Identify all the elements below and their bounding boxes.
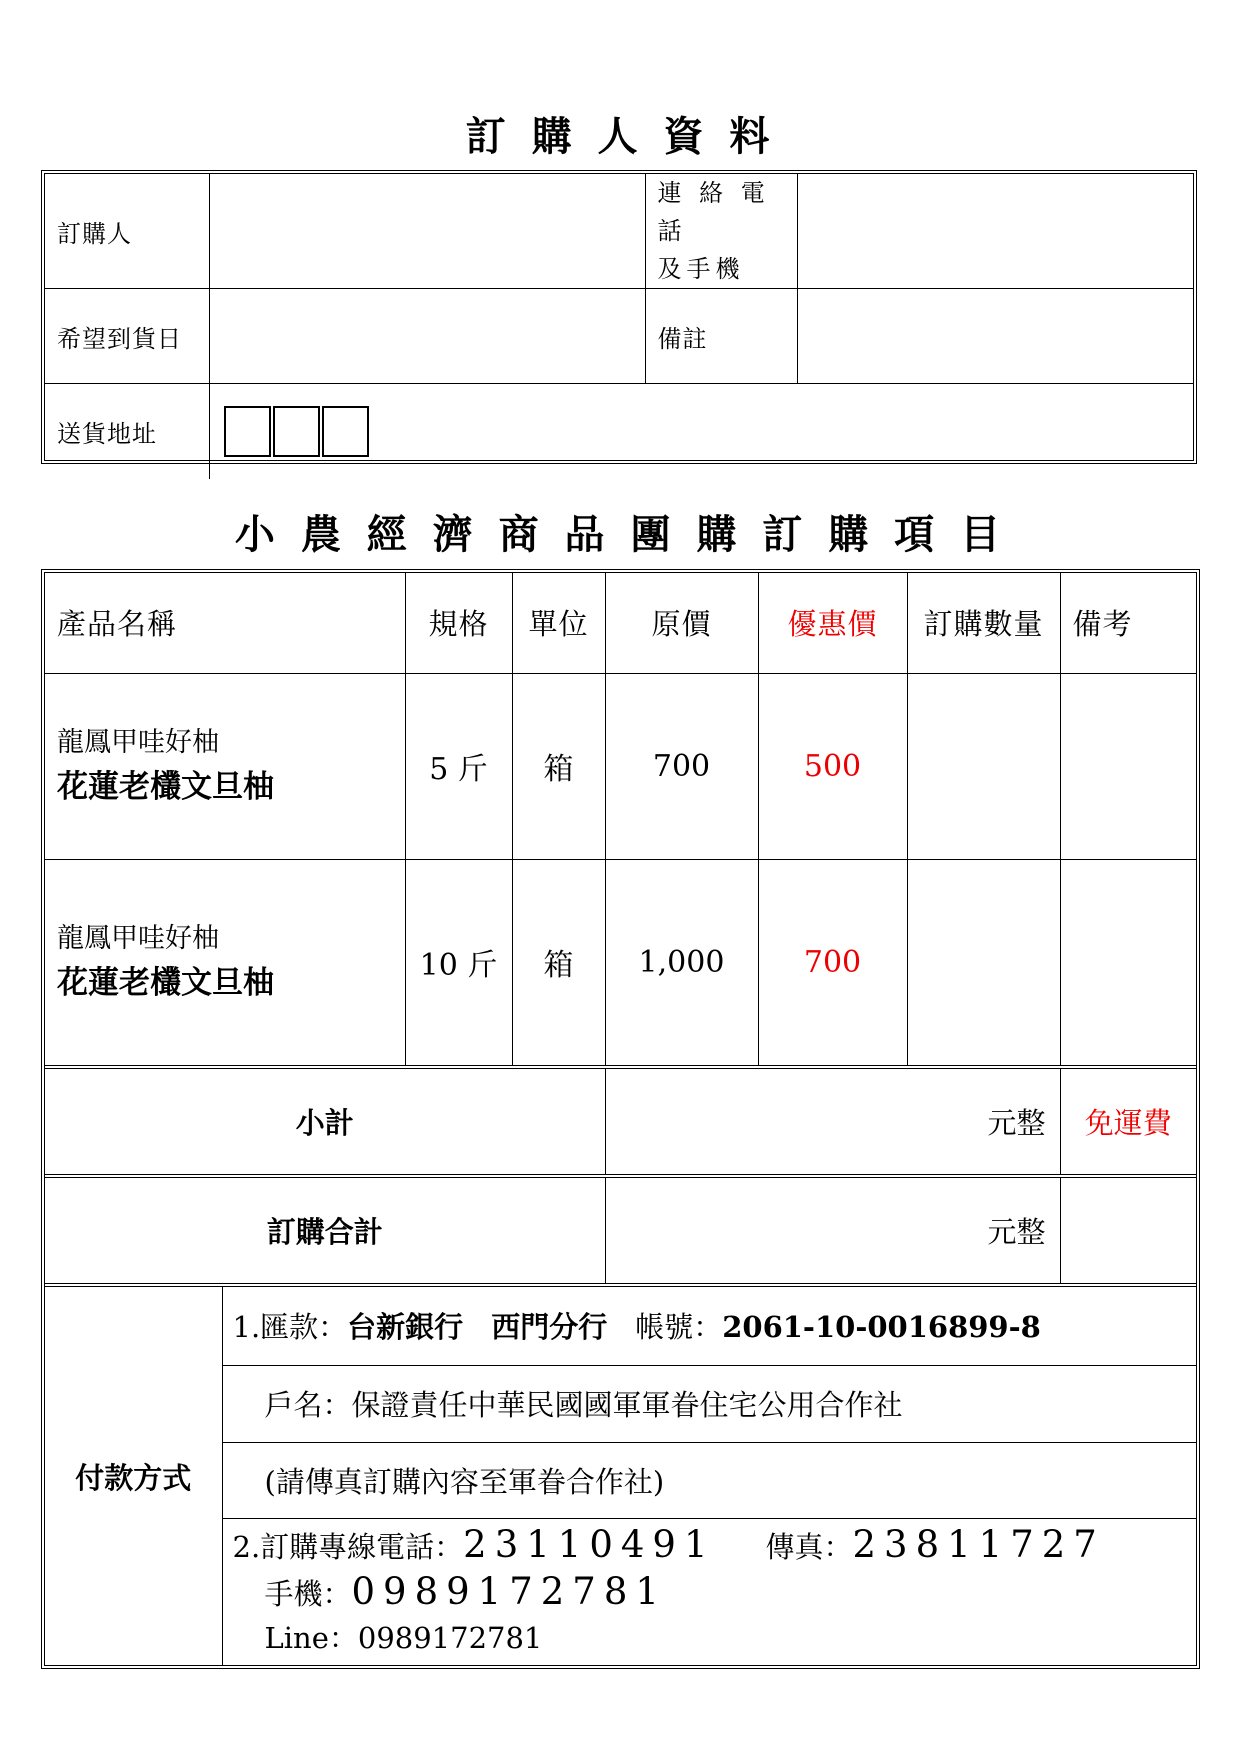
address-field[interactable]	[209, 384, 1193, 479]
payment-block	[45, 1283, 1196, 1665]
header-original-price: 原價	[605, 573, 758, 673]
line-id-line	[233, 1615, 1197, 1662]
header-product-name: 產品名稱	[45, 573, 405, 673]
delivery-date-label: 希望到貨日	[45, 289, 209, 384]
phone-field[interactable]	[797, 174, 1193, 289]
phone-label	[645, 174, 797, 289]
buyer-info-table	[41, 170, 1197, 464]
buyer-field[interactable]	[209, 174, 645, 289]
product-note-field[interactable]	[1060, 673, 1196, 859]
total-unit: 元整	[987, 1215, 1046, 1249]
product-discount-price: 700	[758, 859, 907, 1065]
delivery-date-field[interactable]	[209, 289, 645, 384]
totals-table	[45, 1069, 1196, 1283]
holder-name: 保證責任中華民國國軍軍眷住宅公用合作社	[351, 1388, 903, 1422]
remark-label: 備註	[645, 289, 797, 384]
product-original-price: 700	[605, 673, 758, 859]
header-note: 備考	[1060, 573, 1196, 673]
total-amount-field[interactable]	[605, 1176, 1060, 1283]
holder-label: 戶名：	[264, 1388, 352, 1422]
postal-code-box-2[interactable]	[273, 406, 320, 457]
subtotal-amount-field[interactable]	[605, 1069, 1060, 1176]
subtotal-row	[45, 1069, 1196, 1176]
product-unit: 箱	[512, 673, 605, 859]
address-label: 送貨地址	[45, 384, 209, 479]
header-row	[45, 573, 1196, 673]
line-id: 0989172781	[357, 1621, 543, 1656]
bank-branch: 西門分行	[491, 1310, 608, 1345]
payment-table	[45, 1287, 1196, 1665]
remark-field[interactable]	[797, 289, 1193, 384]
mobile-label: 手機：	[264, 1577, 352, 1612]
payment-method-label: 付款方式	[45, 1287, 222, 1665]
product-name: 花蓮老欉文旦柚	[57, 965, 274, 1002]
remit-prefix: 1.匯款：	[232, 1310, 348, 1345]
order-section-title: 小 農 經 濟 商 品 團 購 訂 購 項 目	[234, 511, 1007, 558]
fax-instruction: (請傳真訂購內容至軍眷合作社)	[222, 1442, 1196, 1518]
line-label: Line：	[264, 1621, 358, 1656]
order-items-table	[41, 569, 1200, 1669]
product-spec: 10 斤	[405, 859, 512, 1065]
product-name-cell	[45, 673, 405, 859]
phone-label-line2: 及手機	[657, 255, 745, 283]
free-shipping-note: 免運費	[1060, 1069, 1196, 1176]
header-spec: 規格	[405, 573, 512, 673]
product-spec: 5 斤	[405, 673, 512, 859]
product-quantity-field[interactable]	[907, 859, 1060, 1065]
remit-info	[222, 1287, 1196, 1365]
product-name: 花蓮老欉文旦柚	[57, 769, 274, 805]
buyer-section-title: 訂 購 人 資 料	[465, 113, 776, 160]
mobile-line	[233, 1568, 1197, 1615]
product-brand: 龍鳳甲哇好柚	[57, 923, 219, 955]
header-unit: 單位	[512, 573, 605, 673]
account-number: 2061-10-0016899-8	[722, 1310, 1041, 1345]
account-holder	[222, 1365, 1196, 1442]
header-discount-price: 優惠價	[758, 573, 907, 673]
contact-info	[222, 1518, 1196, 1665]
fax-label: 傳真：	[765, 1530, 853, 1565]
product-quantity-field[interactable]	[907, 673, 1060, 859]
product-original-price: 1,000	[605, 859, 758, 1065]
mobile-number: 0989172781	[351, 1570, 667, 1614]
totals-block	[45, 1065, 1196, 1283]
buyer-label: 訂購人	[45, 174, 209, 289]
total-label: 訂購合計	[45, 1176, 605, 1283]
header-quantity: 訂購數量	[907, 573, 1060, 673]
product-name-cell	[45, 859, 405, 1065]
postal-code-box-1[interactable]	[224, 406, 271, 457]
product-note-field[interactable]	[1060, 859, 1196, 1065]
postal-code-box-3[interactable]	[322, 406, 369, 457]
product-brand: 龍鳳甲哇好柚	[57, 727, 219, 758]
product-row	[45, 859, 1196, 1065]
account-label: 帳號：	[635, 1310, 723, 1345]
product-row	[45, 673, 1196, 859]
subtotal-unit: 元整	[987, 1106, 1046, 1140]
total-row	[45, 1176, 1196, 1283]
hotline-label: 2.訂購專線電話：	[232, 1530, 464, 1565]
bank-name: 台新銀行	[347, 1310, 464, 1345]
fax-number: 23811727	[852, 1523, 1105, 1567]
phone-fax-line	[233, 1521, 1197, 1568]
product-unit: 箱	[512, 859, 605, 1065]
hotline-number: 23110491	[463, 1523, 716, 1567]
product-table	[45, 573, 1196, 1065]
product-discount-price: 500	[758, 673, 907, 859]
total-note-field[interactable]	[1060, 1176, 1196, 1283]
subtotal-label: 小計	[45, 1069, 605, 1176]
phone-label-line1: 連 絡 電 話	[657, 179, 770, 245]
